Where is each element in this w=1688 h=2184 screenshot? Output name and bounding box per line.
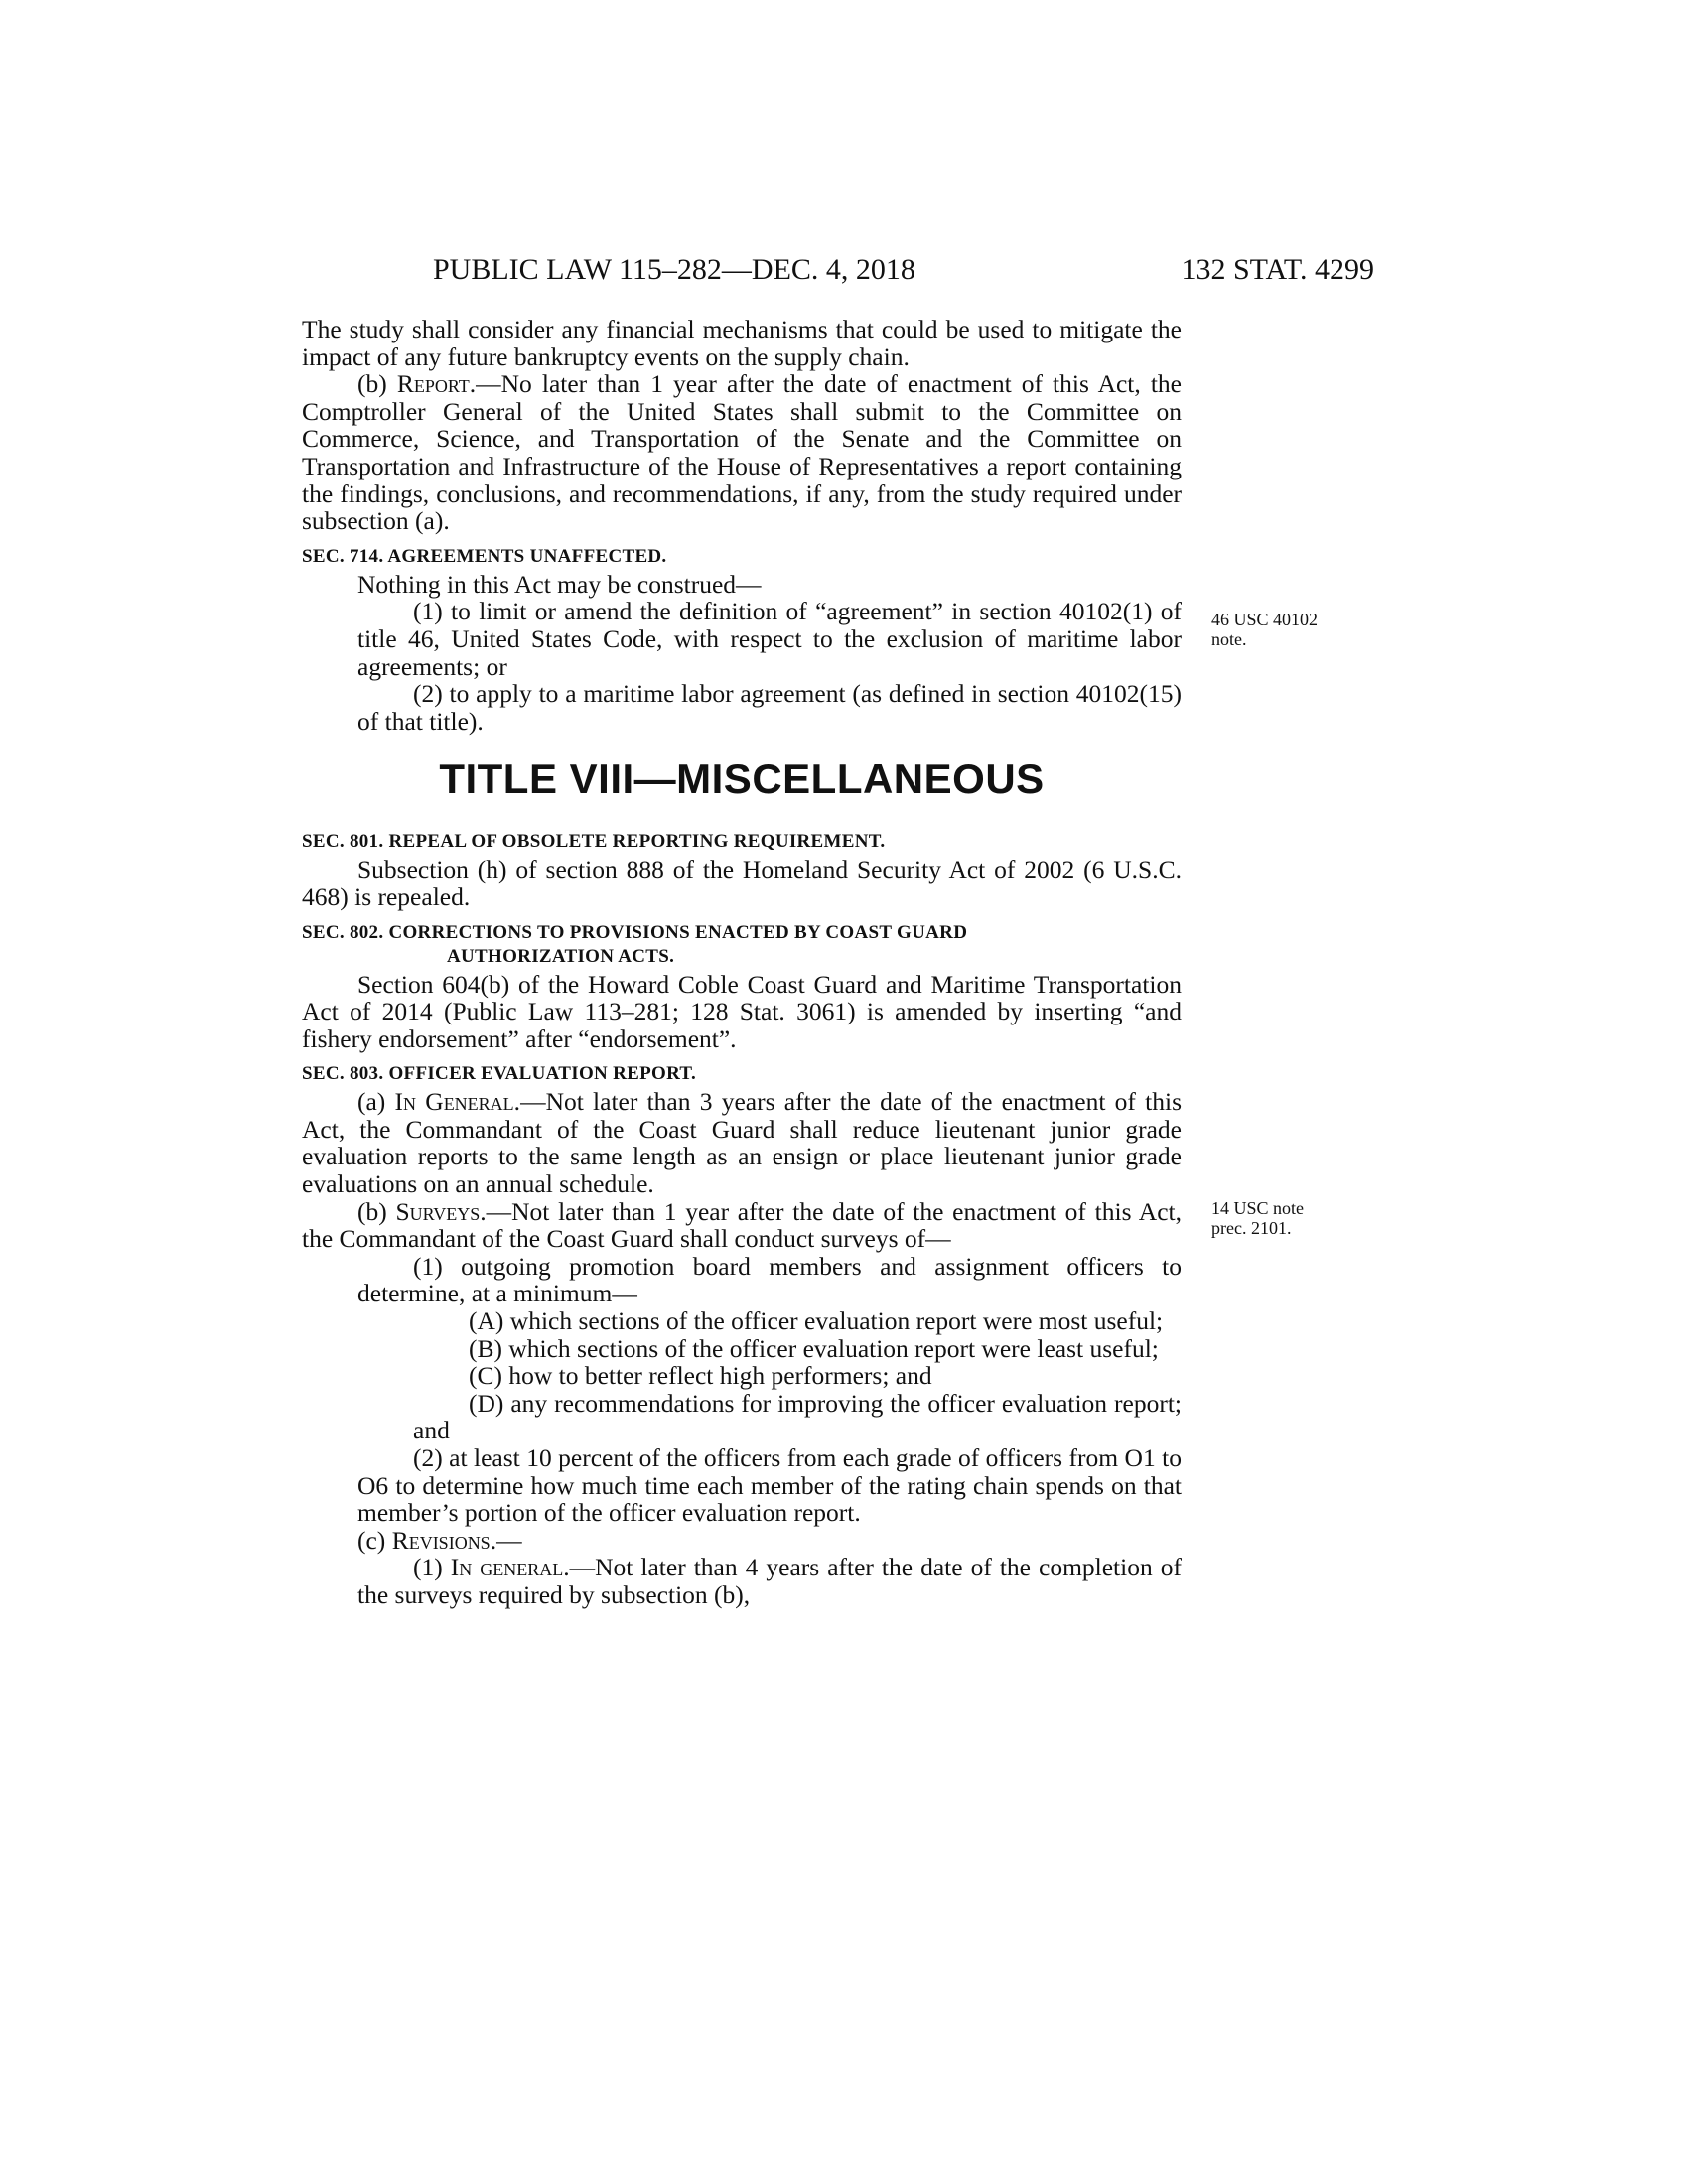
paragraph-text: —Not later than 1 year after the date of the enactment of this Act, the Commandant of the Coast Guard shall conduct surveys of— <box>302 1196 1183 1254</box>
paragraph-text: —Not later than 4 years after the date of the completion of the surveys required by subsection (b), <box>357 1553 1182 1609</box>
section-heading-714: SEC. 714. AGREEMENTS UNAFFECTED. <box>302 545 667 567</box>
paragraph-802: Section 604(b) of the Howard Coble Coast Guard and Maritime Transportation Act of 2014 (Public Law 113–281; 128 Stat. 3061) is amended by inserting “and fishery endorsement” after “endorsement”. <box>302 969 1182 1053</box>
running-head <box>302 250 1374 290</box>
section-heading-802 <box>302 921 1182 969</box>
paragraph-label: (b) <box>357 1196 396 1226</box>
section-heading-line: AUTHORIZATION ACTS. <box>447 945 675 967</box>
title-heading: TITLE VIII—MISCELLANEOUS <box>439 755 1045 803</box>
paragraph-803-b-1-D: (D) any recommendations for improving the officer evaluation report; and <box>413 1388 1182 1445</box>
paragraph-heading: Revisions. <box>391 1525 497 1555</box>
paragraph-heading: In General. <box>394 1087 521 1117</box>
paragraph-803-c-1 <box>302 1554 1182 1608</box>
margin-note-line: 14 USC note <box>1211 1198 1305 1218</box>
paragraph-report <box>302 370 1182 535</box>
paragraph-text: —No later than 1 year after the date of enactment of this Act, the Comptroller General of the United States shall submit to the Committee on Commerce, Science, and Transportation of the Senate and the Committee on Transportation and Infrastructure of the House of Representatives a report containing the findings, conclusions, and recommendations, if any, from the study required under subsection (a). <box>302 369 1182 536</box>
section-heading-803: SEC. 803. OFFICER EVALUATION REPORT. <box>302 1063 697 1085</box>
paragraph-text: — <box>496 1525 522 1555</box>
running-title: PUBLIC LAW 115–282—DEC. 4, 2018 <box>433 253 915 286</box>
paragraph-heading: Surveys. <box>395 1196 487 1226</box>
paragraph-heading: In general. <box>450 1553 570 1582</box>
paragraph-803-a <box>302 1088 1182 1197</box>
paragraph-803-b-2: (2) at least 10 percent of the officers from each grade of officers from O1 to O6 to determine how much time each member of the rating chain spends on that member’s portion of the officer evaluation report. <box>357 1443 1182 1528</box>
paragraph-803-b-1: (1) outgoing promotion board members and assignment officers to determine, at a minimum— <box>357 1251 1182 1308</box>
paragraph-803-c <box>302 1527 1182 1555</box>
paragraph-803-b-1-A: (A) which sections of the officer evaluation report were most useful; <box>469 1306 1164 1336</box>
paragraph-label: (a) <box>357 1087 395 1117</box>
margin-note-line: 46 USC 40102 <box>1211 610 1319 629</box>
paragraph-label: (b) <box>357 369 397 399</box>
margin-note-usc-40102 <box>1211 610 1360 649</box>
margin-note-line: note. <box>1211 629 1247 649</box>
margin-note-line: prec. 2101. <box>1211 1218 1292 1238</box>
paragraph-text: —Not later than 3 years after the date of the enactment of this Act, the Commandant of the Coast Guard shall reduce lieutenant junior grade evaluation reports to the same length as an ensign or place lieutenant junior grade evaluations on an annual schedule. <box>302 1087 1182 1199</box>
paragraph-label: (1) <box>413 1553 451 1582</box>
body-text <box>302 316 1182 1609</box>
page-number: 132 STAT. 4299 <box>1181 253 1374 286</box>
section-heading-line: SEC. 802. CORRECTIONS TO PROVISIONS ENACTED BY COAST GUARD <box>302 921 968 943</box>
paragraph-803-b-1-B: (B) which sections of the officer evaluation report were least useful; <box>469 1333 1159 1363</box>
paragraph-714-1: (1) to limit or amend the definition of “agreement” in section 40102(1) of title 46, United States Code, with respect to the exclusion of maritime labor agreements; or <box>357 597 1182 681</box>
section-heading-801: SEC. 801. REPEAL OF OBSOLETE REPORTING REQUIREMENT. <box>302 831 886 853</box>
margin-note-usc-2101 <box>1211 1198 1360 1238</box>
paragraph-714-intro: Nothing in this Act may be construed— <box>357 569 762 599</box>
paragraph-803-b-1-C: (C) how to better reflect high performers; and <box>469 1361 932 1391</box>
paragraph-801: Subsection (h) of section 888 of the Homeland Security Act of 2002 (6 U.S.C. 468) is repealed. <box>302 855 1182 911</box>
paragraph-714-2: (2) to apply to a maritime labor agreement (as defined in section 40102(15) of that title). <box>357 679 1182 736</box>
paragraph-study-continuation: The study shall consider any financial mechanisms that could be used to mitigate the impact of any future bankruptcy events on the supply chain. <box>302 315 1182 371</box>
paragraph-heading: Report. <box>396 369 477 399</box>
paragraph-803-b <box>302 1198 1182 1253</box>
paragraph-label: (c) <box>357 1525 392 1555</box>
